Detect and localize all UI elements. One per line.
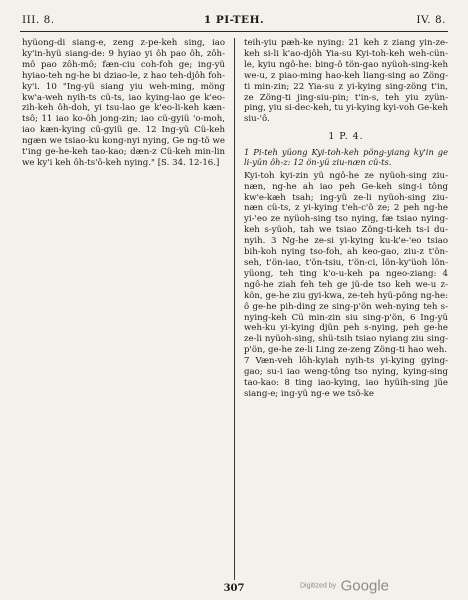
page-number: 307 [223, 583, 245, 594]
chapter-heading: 1 P. 4. [328, 131, 364, 143]
right-column-paragraph-2: 7 Væn-veh lôh-kyiah nyih-ts yi-kying gying-gao; su-i iao weng-tông tso nying, kying-sing tao-kao: 8 ting iao-kying, iao hyüih-sing jüe siang-e; ing-yü ng-e we tsö-ke [244, 356, 448, 399]
header-rule [20, 31, 448, 32]
running-head [22, 14, 446, 28]
google-logo: Google [340, 577, 390, 595]
right-column-top-text: teih-yiu pæh-ke nying: 21 keh z ziang yin-ze-keh si-li k'ao-djôh Yia-su Kyi-toh-keh weh-cün-le, kyiu ngô-he: bing-ô tön-gao nyüoh-sing-keh we-u, z piao-ming hao-keh liang-sing ao Zöng-ti min-zin; 22 Yia-su z yi-kying sing-zöng t'in, ze Zöng-ti jing-siu-pin; t'in-s, teh yiu zyün-ping, yiu si-dec-keh, tu yi-kying kyi-voh Ge-keh siu-'ô. [244, 38, 448, 125]
right-column [244, 38, 448, 400]
left-column-text: hyüong-di siang-e, zeng z-pe-keh sing, iao ky'in-hyü siang-de: 9 hyiao yi ôh pao ôh, zôh-mô pao zôh-mô; fæn-ciu coh-foh ge; ing-yü hyiao-teh ng-he bi dziao-le, z hao teh-djôh foh-ky'i. 10 "Ing-yü siang yiu weh-ming, möng kw'a-weh nyih-ts cü-ts, iao kying-lao ge k'eo-zih-keh ôh-doh, yi tsu-lao ge k'eo-li-keh kæn-tsô; 11 iao ko-ôh jong-zin; iao cü-gyiü 'o-moh, iao kæn-kying cü-gyiü ge. 12 Ing-yü Cü-keh ngæn we tsiao-ku kong-nyi nying, Ge ng-tö we t'ing ge-he-keh tao-kao; dæn-z Cü-keh min-lin we ky'i keh ôh-ts'ô-keh nying." [S. 34. 12-16.] [22, 38, 225, 168]
left-column [22, 38, 225, 169]
digitized-watermark [300, 577, 389, 595]
chapter-summary: 1 Pi-teh yüong Kyi-toh-keh pöng-yiang ky'in ge li-yün ôh-z: 12 ön-yü ziu-næn cü-ts. [244, 147, 448, 168]
column-divider [234, 38, 235, 580]
running-head-left: III. 8. [22, 14, 55, 26]
running-head-right: IV. 8. [416, 14, 446, 26]
watermark-prefix: Digitized by [300, 582, 337, 590]
right-column-paragraph-1: Kyi-toh kyi-zin yü ngô-he ze nyüoh-sing ziu-næn, ng-he ah iao peh Ge-keh sing-i tông kw'e-kæh tsah; ing-yü ze-li nyüoh-sing ziu-næn cü-ts, z yi-kying t'eh-c'ô ze; 2 peh ng-he yi-'eo ze nyüoh-sing tso nying, fæ tsiao nying-keh s-yüoh, tah we tsiao Zöng-ti-keh ts-i du-nyih. 3 Ng-he ze-si yi-kying ku-k'e-'eo tsiao bih-koh nying tso-foh, ah keo-gao, ziu-z t'ön-seh, t'ön-iao, t'ön-tsiu, t'ön-ci, lön-ky'üoh lön-yüong, teh ting k'o-u-keh pa ngeo-ziang: 4 ngô-he ziah feh teh ge jü-de tso keh we-u z-kön, ge-he ziu gyi-kwa, ze-teh hyü-pöng ng-he: ô ge-he pih-ding ze sing-p'ön weh-nying teh s-nying-keh Cü min-zin siu sing-p'ön, 6 Ing-yü weh-ku yi-kying djün peh s-nying, peh ge-he ze-li nyüoh-sing, shü-tsih tsiao nyiang ziu sing-p'ön, ge-he ze-li Ling ze-zeng Zöng-ti hao weh. [244, 170, 448, 356]
running-head-title: 1 PI-TEH. [203, 14, 265, 26]
